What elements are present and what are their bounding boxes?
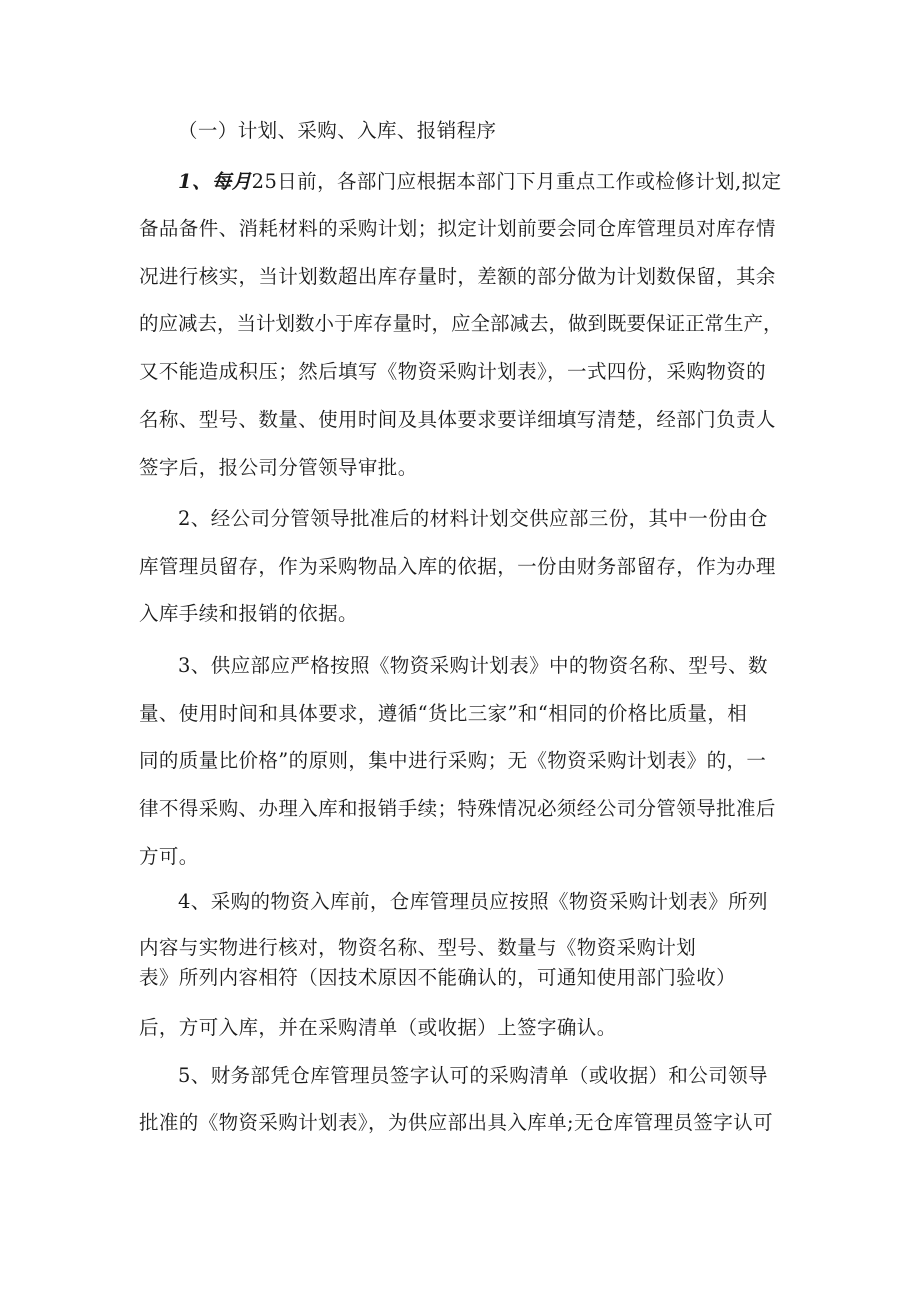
paragraph-2-line-2: 库管理员留存，作为采购物品入库的依据，一份由财务部留存，作为办理 (139, 555, 776, 578)
paragraph-1-line-1-text: 25日前，各部门应根据本部门下月重点工作或检修计划,拟定 (251, 170, 782, 193)
paragraph-1-line-4: 的应减去，当计划数小于库存量时，应全部减去，做到既要保证正常生产， (139, 312, 783, 335)
paragraph-1-line-2: 备品备件、消耗材料的采购计划；拟定计划前要会同仓库管理员对库存情 (139, 217, 776, 240)
paragraph-2-line-3: 入库手续和报销的依据。 (139, 602, 358, 625)
paragraph-3-line-3: 同的质量比价格”的原则，集中进行采购；无《物资采购计划表》的，一 (139, 749, 767, 772)
paragraph-1-line-6: 名称、型号、数量、使用时间及具体要求要详细填写清楚，经部门负责人 (139, 408, 776, 431)
section-heading: （一）计划、采购、入库、报销程序 (178, 119, 497, 142)
paragraph-2-line-1: 2、经公司分管领导批准后的材料计划交供应部三份，其中一份由仓 (178, 507, 768, 530)
paragraph-4-line-2: 内容与实物进行核对，物资名称、型号、数量与《物资采购计划 (139, 936, 697, 959)
paragraph-3-line-1: 3、供应部应严格按照《物资采购计划表》中的物资名称、型号、数 (178, 654, 768, 677)
paragraph-4-line-4: 后，方可入库，并在采购清单（或收据）上签字确认。 (139, 1016, 617, 1039)
paragraph-1-line-5: 又不能造成积压；然后填写《物资采购计划表》，一式四份，采购物资的 (139, 360, 767, 383)
paragraph-1-line-3: 况进行核实，当计划数超出库存量时，差额的部分做为计划数保留，其余 (139, 265, 776, 288)
paragraph-3-line-5: 方可。 (139, 845, 199, 868)
paragraph-5-line-1: 5、财务部凭仓库管理员签字认可的采购清单（或收据）和公司领导 (178, 1064, 768, 1087)
paragraph-3-line-2: 量、使用时间和具体要求，遵循“货比三家”和“相同的价格比质量，相 (139, 702, 748, 725)
paragraph-1-line-1 (178, 170, 781, 194)
paragraph-3-line-4: 律不得采购、办理入库和报销手续；特殊情况必须经公司分管领导批准后 (139, 797, 776, 820)
paragraph-4-line-1: 4、采购的物资入库前，仓库管理员应按照《物资采购计划表》所列 (178, 890, 768, 913)
paragraph-1-line-7: 签字后，报公司分管领导审批。 (139, 456, 418, 479)
paragraph-1-lead: 1、每月 (178, 170, 252, 193)
paragraph-4-line-3: 表》所列内容相符（因技术原因不能确认的，可通知使用部门验收） (139, 966, 737, 989)
paragraph-5-line-2: 批准的《物资采购计划表》，为供应部出具入库单;无仓库管理员签字认可 (139, 1111, 774, 1134)
